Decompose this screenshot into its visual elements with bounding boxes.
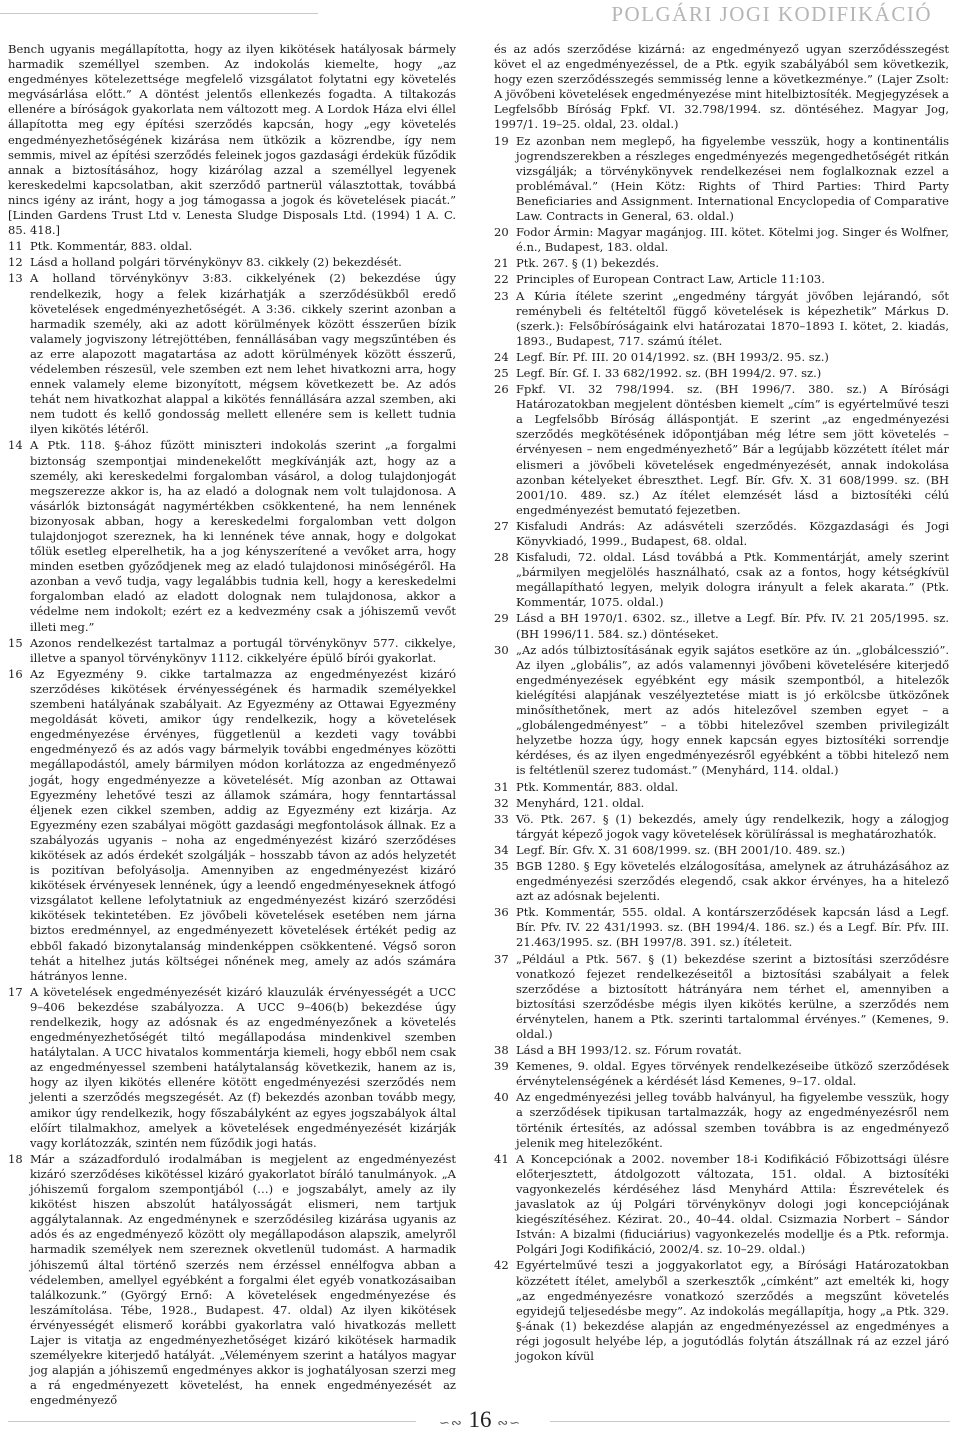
- ornament-right-icon: ∾∽: [497, 1415, 522, 1430]
- footnote-text: Kisfaludi, 72. oldal. Lásd továbbá a Ptk. Kommentárját, amely szerint „bármilyen megjelölés használható, csak az a fontos, hogy kétségkívül megállapítható legyen, melyik dologra irányult a felek akarata.” (Ptk. Kommentár, 1075. oldal.): [516, 550, 949, 610]
- footnote-number: 18: [8, 1151, 23, 1166]
- footnote-text: Fpkf. VI. 32 798/1994. sz. (BH 1996/7. 380. sz.) A Bírósági Határozatokban megjelent döntésben kiemelt „cím” is egyértelművé teszi a Legfelsőbb Bíróság álláspontját. E szerint „az engedményezési szerződés megkötésének időpontjában még létre sem jött követelés – érvényesen – nem engedményezhető” Bár a legújabb közzétett ítélet már elismeri a jövőbeli követelések engedményezését, annak indokolása azonban kételyeket ébreszthet. Legf. Bír. Gfv. X. 31 608/1999. sz. (BH 2001/10. 489. sz.) Az ítélet elemzését lásd a biztosítéki célú engedményezést bemutató fejezetben.: [516, 382, 949, 517]
- footnote-number: 22: [494, 272, 509, 287]
- footnote-number: 38: [494, 1043, 509, 1058]
- footnote-text: Ptk. Kommentár, 555. oldal. A kontárszerződések kapcsán lásd a Legf. Bír. Pfv. IV. 22 431/1993. sz. (BH 1994/4. 186. sz.) és a Legf. Bír. Pfv. III. 21.463/1995. sz. (BH 1997/8. 391. sz.) ítéleteit.: [516, 905, 949, 950]
- footnote-text: Legf. Bír. Pf. III. 20 014/1992. sz. (BH 1993/2. 95. sz.): [516, 349, 829, 364]
- footnote-number: 15: [8, 635, 23, 650]
- journal-title: POLGÁRI JOGI KODIFIKÁCIÓ: [611, 2, 932, 26]
- footnote: [494, 643, 949, 779]
- footnote-number: 21: [494, 256, 509, 271]
- footnote: [494, 952, 949, 1043]
- footnote-text: Lásd a BH 1993/12. sz. Fórum rovatát.: [516, 1043, 742, 1058]
- footnote-text: A Koncepciónak a 2002. november 18-i Kodifikáció Főbizottsági ülésre előterjesztett, átdolgozott változata, 151. oldal. A biztosítéki vagyonkezelés kérdéséhez lásd Menyhárd Attila: Észrevételek és javaslatok az új Polgári törvénykönyv dologi jogi koncepciójának kiegészítéséhez. Kézirat. 20., 40–44. oldal. Csizmazia Norbert – Sándor István: A bizalmi (fiduciárius) vagyonkezelés modellje és a Ptk. reformja. Polgári Jogi Kodifikáció, 2002/4. sz. 10–29. oldal.): [516, 1151, 949, 1257]
- footnote-number: 12: [8, 255, 23, 270]
- footnote-number: 23: [494, 288, 509, 303]
- footnote-text: Ez azonban nem meglepő, ha figyelembe vesszük, hogy a kontinentális jogrendszerekben a részleges engedményezés megengedhetőségét ritkán vizsgálják; a törvénykönyvek rendelkezései nem foglalkoznak ezzel a problémával.” (Hein Kötz: Rights of Third Parties: Third Party Beneficiaries and Assignment. International Encyclopedia of Comparative Law. Contracts in General, 63. oldal.): [516, 133, 949, 224]
- footnote: [494, 350, 949, 365]
- running-header: [0, 0, 960, 36]
- page-footer: [0, 1407, 960, 1437]
- footnote: [8, 438, 456, 634]
- footnote: [494, 780, 949, 795]
- footnote: [494, 1258, 949, 1364]
- footnote-text: Ptk. 267. § (1) bekezdés.: [516, 256, 659, 271]
- footnote-number: 32: [494, 795, 509, 810]
- footnote-text: Egyértelművé teszi a joggyakorlatot egy, a Bírósági Határozatokban közzétett ítélet, amelyből a szerkesztők „címként” azt emelték ki, hogy „az engedményezésre vonatkozó szerződés a megszűnt követelés egyidejű teljesedésbe megy”. Az indokolás megállapítja, hogy „a Ptk. 329. §-ának (1) bekezdése alapján az engedményezéssel az engedményes a régi jogosult helyébe lép, a jogutódlás folytán átszállnak rá az ezzel járó jogokon kívül: [516, 1258, 949, 1363]
- footnote: [494, 225, 949, 255]
- footnote: [494, 1090, 949, 1150]
- footnote: [494, 859, 949, 904]
- footnote-text: A követelések engedményezését kizáró klauzulák érvényességét a UCC 9–406 bekezdése szabályozza. A UCC 9–406(b) bekezdése úgy rendelkezik, hogy az adósnak és az engedményezőnek a követelés engedményezhetőségét tiltó megállapodása mindenkivel szemben hatálytalan. A UCC hivatalos kommentárja kiemeli, hogy ebből nem csak az engedményessel szembeni hatálytalanság következik, hanem az is, hogy az ilyen kikötés ellenére kötött engedményezési szerződés nem jelenti a szerződés megszegését. Az (f) bekezdés azonban tovább megy, amikor úgy rendelkezik, hogy főszabályként az egyes jogszabályok által előírt tilalmakhoz, amelyek a követelések engedményezését kizárják vagy korlátozzák, szintén nem fűződik jogi hatás.: [30, 984, 456, 1150]
- footnote: [494, 134, 949, 225]
- footnote-text: Legf. Bír. Gfv. X. 31 608/1999. sz. (BH 2001/10. 489. sz.): [516, 842, 846, 857]
- footnote: [8, 985, 456, 1151]
- footnote-number: 37: [494, 951, 509, 966]
- footnote: [8, 255, 456, 270]
- footnote-number: 41: [494, 1151, 509, 1166]
- footnote-text: Kemenes, 9. oldal. Egyes törvények rendelkezéseibe ütköző szerződések érvénytelenségének a kérdését lásd Kemenes, 9–17. oldal.: [516, 1059, 949, 1089]
- footnote-text: BGB 1280. § Egy követelés elzálogosítása, amelynek az átruházásához az engedményezési szerződés elegendő, csak akkor érvényes, ha a hitelező azt az adósnak bejelenti.: [516, 858, 949, 904]
- footnote-number: 31: [494, 779, 509, 794]
- footnote-number: 17: [8, 984, 23, 999]
- footnote-text: Már a századforduló irodalmában is megjelent az engedményezést kizáró szerződéses kikötéssel kizáró gyakorlatot bíráló tanulmányok. „A jóhiszemű forgalom szempontjából (…) e jogszabályt, amely az ily kikötést hiszen abszolút hatályosságát elismeri, nem tartjuk aggálytalannak. Az engedménynek e szerződésileg kizárása ugyanis az adós és az engedményező között oly megállapodáson alapszik, amelyről harmadik személyek nem szereznek okvetlenül tudomást. A harmadik jóhiszemű által történő szerzés nem érzéssel ennélfogva abban a védelemben, amellyel egyébként a forgalmi élet egyéb vonatkozásaiban találkozunk.” (Györgý Ernő: A követelések engedményezése és leszámítolása. Tébe, 1928., Budapest. 47. oldal) Az ilyen kikötések érvényességét elismerő korábbi gyakorlatra való hivatkozás mellett Lajer is vitatja az engedményezhetőséget kizáró kikötések harmadik személyekre kiterjedő hatályát. „Véleményem szerint a hatályos magyar jog alapján a jóhiszemű engedményes akkor is joghatályosan szerzi meg a rá engedményezett követelést, ha ennek engedményezését az engedményező: [30, 1151, 456, 1407]
- right-column: [494, 42, 949, 1407]
- footnote-number: 29: [494, 611, 509, 626]
- footnote-number: 11: [8, 239, 23, 254]
- footnote: [494, 519, 949, 549]
- footnote-text: Ptk. Kommentár, 883. oldal.: [30, 239, 193, 254]
- footnote: [494, 905, 949, 950]
- footnote-text: Az Egyezmény 9. cikke tartalmazza az engedményezést kizáró szerződéses kikötések érvényességének és harmadik személyekkel szembeni hatályának szabályait. Az Egyezmény az Ottawai Egyezmény megoldását követi, amikor úgy rendelkezik, hogy a követelések engedményezése érvényes, függetlenül a kezdeti vagy további engedményező és az adós vagy bármelyik további engedményes közötti megállapodástól, amely bármilyen módon korlátozza az engedményező jogát, hogy engedményezze a követelését. Míg azonban az Ottawai Egyezmény lehetővé teszi az államok számára, hogy fenntartással éljenek ezen cikkel szemben, addig az Egyezmény ezt kizárja. Az Egyezmény ezen szabályai mögött gazdasági megfontolások állnak. Ez a szabályozás ugyanis – noha az engedményezést kizáró szerződéses kikötések az adós érdekét szolgálják – hosszabb távon az adós helyzetét is pozitívan befolyásolja. Amennyiben az engedményezést kizáró kikötések érvényesek lennének, úgy a leendő engedményeseknek átfogó vizsgálatot kellene lefolytatniuk az engedményezést kizáró szerződési kikötések tekintetében. Ez jövőbeli követelések esetében nem járna biztos eredménnyel, az engedményezett követelések értékét pedig az ebből fakadó bizonytalanság mindenképpen csökkentené. Végső soron tehát a hitelhez jutás költségei nőnének meg, amely az adós számára hátrányos lenne.: [30, 666, 456, 983]
- right-intro-paragraph: és az adós szerződése kizárná: az engedményező ugyan szerződésszegést követ el az engedményezéssel, de a Ptk. egyik szabályából sem következik, hogy ezen szerződésszegés semmisség lenne a következménye.” (Lajer Zsolt: A jövőbeni követelések engedményezése mint hitelbiztosíték. Megjegyzések a Legfelsőbb Bíróság Fpkf. VI. 32.798/1994. sz. döntéséhez. Magyar Jog, 1997/1. 19–25. oldal, 23. oldal.): [494, 42, 949, 132]
- footnote-number: 14: [8, 438, 23, 453]
- footnote-number: 35: [494, 858, 509, 873]
- footnote-text: Lásd a BH 1970/1. 6302. sz., illetve a Legf. Bír. Pfv. IV. 21 205/1995. sz. (BH 1996/11. 584. sz.) döntéseket.: [516, 611, 949, 641]
- footnote-number: 13: [8, 271, 23, 286]
- footnote-text: „Például a Ptk. 567. § (1) bekezdése szerint a biztosítási szerződésre vonatkozó fejezet rendelkezéseitől a biztosítási szabályait a felek szerződése a biztosított hátrányára nem térhet el, amennyiben a biztosítási szerződésbe mégis ilyen kikötés kerülne, a szerződés nem érvénytelen, hanem a Ptk. szerinti tartalommal érvényes.” (Kemenes, 9. oldal.): [516, 951, 949, 1041]
- footnote: [8, 667, 456, 984]
- footnote: [494, 272, 949, 287]
- footnote-number: 26: [494, 382, 509, 397]
- footnote-number: 20: [494, 225, 509, 240]
- header-rule: [0, 13, 318, 14]
- footnote: [494, 1152, 949, 1258]
- footnote-number: 24: [494, 349, 509, 364]
- left-footnotes: [8, 239, 456, 1407]
- footnote: [494, 843, 949, 858]
- footnote: [494, 796, 949, 811]
- footnote-number: 25: [494, 365, 509, 380]
- footnote: [8, 636, 456, 666]
- footnote: [494, 382, 949, 518]
- footnote-text: A holland törvénykönyv 3:83. cikkelyének (2) bekezdése úgy rendelkezik, hogy a felek kizárhatják a szerződésükből eredő követelések engedményezhetőségét. A 3:36. cikkely szerint azonban a harmadik személy, aki az adott körülmények között ésszerűen bízik valamely jogviszony létrejöttében, fennállásában vagy megszűntében és az erre alapozott magatartása az adott körülmények között ésszerű, védelemben részesül, vele szemben ezt nem lehet hivatkozni arra, hogy ennek valamely eleme bizonyított, mégsem következett be. Az adós tehát nem hivatkozhat alappal a kikötés fennállására azzal szemben, aki nem tudott és kellő gondosság mellett ellenére sem is kellett tudnia ilyen kikötés létéről.: [30, 271, 456, 437]
- footnote: [494, 550, 949, 610]
- footnote-number: 42: [494, 1258, 509, 1273]
- footnote-number: 28: [494, 550, 509, 565]
- footnote-number: 39: [494, 1059, 509, 1074]
- footnote-number: 34: [494, 842, 509, 857]
- footnote-text: „Az adós túlbiztosításának egyik sajátos esetköre az ún. „globálcesszió”. Az ilyen „globális”, az adós valamennyi jövőbeni követelésére kiterjedő engedményezések egyébként egy másik szempontból, a hitelezők kielégítési alapjának veszélyeztetése miatt is jó erkölcsbe ütközőnek minősíthetőnek, mert az adós hitelezővel szemben egyet – a „globálengedményest” – a többi hitelezővel szemben privilegizált helyzetbe hozza úgy, hogy ennek kapcsán egyes biztosítéki sorrendje kérdéses, és az ilyen engedményezésről egyébként a többi hitelező nem is feltétlenül szerez tudomást.” (Menyhárd, 114. oldal.): [516, 642, 949, 778]
- footnote-text: Legf. Bír. Gf. I. 33 682/1992. sz. (BH 1994/2. 97. sz.): [516, 365, 822, 380]
- footnote-text: Fodor Ármin: Magyar magánjog. III. kötet. Kötelmi jog. Singer és Wolfner, é.n., Budapest, 183. oldal.: [516, 225, 949, 255]
- footnote-number: 30: [494, 642, 509, 657]
- footnote: [494, 1043, 949, 1058]
- footnote: [8, 271, 456, 437]
- footnote-text: Menyhárd, 121. oldal.: [516, 795, 645, 810]
- page-number-value: 16: [468, 1407, 492, 1432]
- footnote-text: Azonos rendelkezést tartalmaz a portugál törvénykönyv 577. cikkelye, illetve a spanyol törvénykönyv 1112. cikkelyére épülő bírói gyakorlat.: [30, 635, 456, 665]
- right-footnotes: [494, 134, 949, 1365]
- footnote-text: Principles of European Contract Law, Article 11:103.: [516, 272, 825, 287]
- footnote-text: Ptk. Kommentár, 883. oldal.: [516, 779, 679, 794]
- footnote-text: Vö. Ptk. 267. § (1) bekezdés, amely úgy rendelkezik, hogy a zálogjog tárgyát képező jogok vagy követelések körülírással is meghatározhatók.: [516, 811, 949, 841]
- footnote: [494, 1059, 949, 1089]
- footnote-number: 19: [494, 133, 509, 148]
- ornament-left-icon: ∽∾: [438, 1415, 463, 1430]
- footnote: [8, 239, 456, 254]
- footnote-number: 33: [494, 811, 509, 826]
- left-intro-paragraph: Bench ugyanis megállapította, hogy az ilyen kikötések hatályosak bármely harmadik személlyel szemben. Az indokolás kiemelte, hogy „az engedményes kötelezettsége megfelelő vizsgálatot folytatni egy követelés megvásárlása előtt.” A döntést jelentős ellenkezés fogadta. A tiltakozás ellenére a bíróságok gyakorlata nem változott meg. A Lordok Háza elvi éllel állapította meg egy építési szerződés kapcsán, hogy „egy követelés engedményezhetőségének kizárása nem ütközik a közrendbe, így nem semmis, mivel az építési szerződés feleinek jogos gazdasági érdekük fűződik annak a biztosításához, hogy kizárólag azzal a személlyel legyenek kereskedelmi kapcsolatban, akit szerződő partnerül választottak, továbbá nincs igény az iránt, hogy a jog támogassa a jogok és követelések piacát.” [Linden Gardens Trust Ltd v. Lenesta Sludge Disposals Ltd. (1994) 1 A. C. 85. 418.]: [8, 42, 456, 238]
- footnote-text: Lásd a holland polgári törvénykönyv 83. cikkely (2) bekezdését.: [30, 255, 402, 270]
- footnote-number: 36: [494, 905, 509, 920]
- footnote: [494, 812, 949, 842]
- footnote-text: A Ptk. 118. §-ához fűzött miniszteri indokolás szerint „a forgalmi biztonság szempontjai mindenekelőtt megkívánják azt, hogy az a személy, aki kereskedelmi forgalomban vásárol, a dolog tulajdonjogát megszerezze akkor is, ha az eladó a dolognak nem volt tulajdonosa. A vásárlók biztonságát nagymértékben csökkentené, ha nem lennének bizonyosak abban, hogy a kereskedelmi forgalomban vett dolgon tulajdonjogot szereznek, ha ki lennének téve annak, hogy e dolgokat tőlük esetleg elperelhetik, ha a jog kényszerítené a vevőket arra, hogy minden esetben győződjenek meg az eladó tulajdonosi minőségéről. Ha azonban a vevő tudja, vagy legalábbis tudnia kell, hogy a kereskedelmi forgalomban eladó az eladott dolognak nem tulajdonosa, akkor a védelme nem indokolt; ezért ez a kedvezmény csak a jóhiszemű vevőt illeti meg.”: [30, 438, 456, 634]
- footnote: [494, 256, 949, 271]
- footnote-text: Kisfaludi András: Az adásvételi szerződés. Közgazdasági és Jogi Könyvkiadó, 1999., Budapest, 68. oldal.: [516, 518, 949, 548]
- footnote-number: 16: [8, 666, 23, 681]
- footnote-text: A Kúria ítélete szerint „engedmény tárgyát jövőben lejárandó, sőt reménybeli és feltételtől függő követelések is képezhetik” Márkus D. (szerk.): Felsőbíróságaink elvi határozatai 1870–1893 I. kötet, 2. kiadás, 1893., Budapest, 717. számú ítélet.: [516, 288, 949, 348]
- footnote: [494, 366, 949, 381]
- footnote: [494, 289, 949, 349]
- left-column: [8, 42, 456, 1407]
- footnote-text: Az engedményezési jelleg tovább halványul, ha figyelembe vesszük, hogy a szerződések tipikusan tartalmazzák, hogy az engedményezésről nem történik értesítés, az adóssal szemben továbbra is az engedményező jelenik meg hitelezőként.: [516, 1090, 949, 1150]
- footnote-number: 40: [494, 1090, 509, 1105]
- footnote-number: 27: [494, 518, 509, 533]
- page-number: [0, 1407, 960, 1433]
- footnote: [8, 1152, 456, 1407]
- footnote: [494, 611, 949, 641]
